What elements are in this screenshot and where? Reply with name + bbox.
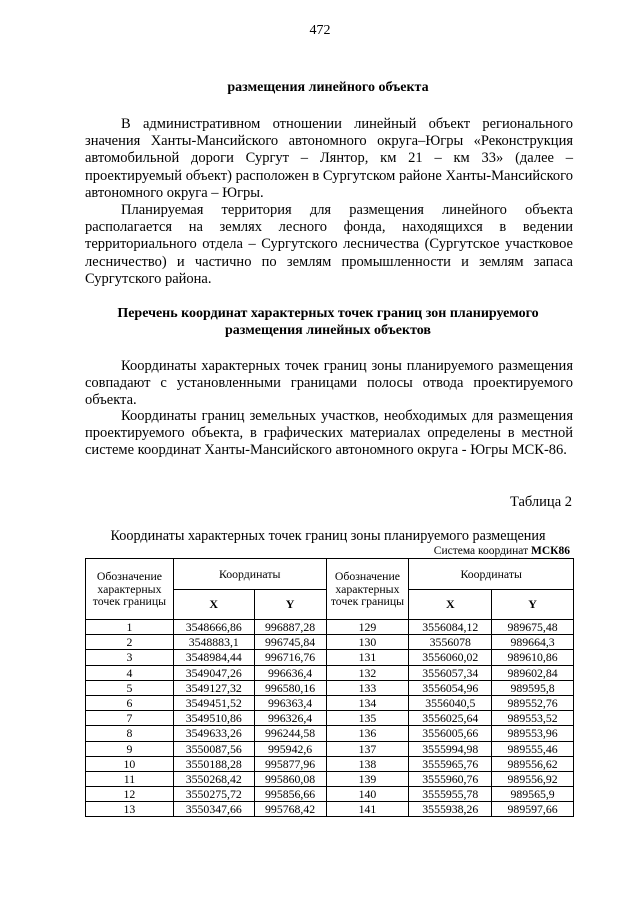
point-id-left: 7 xyxy=(86,711,174,726)
x-right: 3556054,96 xyxy=(409,680,492,695)
x-left: 3550188,28 xyxy=(173,756,254,771)
point-id-right: 139 xyxy=(326,771,409,786)
y-left: 996244,58 xyxy=(254,726,326,741)
y-left: 995860,08 xyxy=(254,771,326,786)
x-left: 3548984,44 xyxy=(173,650,254,665)
header-y-left: Y xyxy=(254,590,326,620)
x-right: 3556057,34 xyxy=(409,665,492,680)
point-id-right: 129 xyxy=(326,620,409,635)
table-row xyxy=(86,726,574,741)
y-right: 989602,84 xyxy=(492,665,574,680)
y-left: 996745,84 xyxy=(254,635,326,650)
coordinate-system-prefix: Система координат xyxy=(433,545,531,557)
x-right: 3556060,02 xyxy=(409,650,492,665)
point-id-left: 13 xyxy=(86,802,174,817)
paragraph-territory: Планируемая территория для размещения линейного объекта располагается на землях лесного фонда, находящихся в ведении территориального отдела – Сургутского лесничества (Сургутское участковое лесничество) и частично по землям промышленности и землям запаса Сургутского района. xyxy=(85,202,573,287)
point-id-left: 8 xyxy=(86,726,174,741)
x-left: 3549047,26 xyxy=(173,665,254,680)
y-right: 989553,52 xyxy=(492,711,574,726)
y-left: 996326,4 xyxy=(254,711,326,726)
header-coordinates-right: Координаты xyxy=(409,559,574,590)
x-left: 3549127,32 xyxy=(173,680,254,695)
y-right: 989595,8 xyxy=(492,680,574,695)
x-right: 3555955,78 xyxy=(409,787,492,802)
point-id-right: 131 xyxy=(326,650,409,665)
x-right: 3555960,76 xyxy=(409,771,492,786)
x-left: 3549510,86 xyxy=(173,711,254,726)
coordinates-list-heading: Перечень координат характерных точек границ зон планируемого размещения линейных объектов xyxy=(117,306,539,338)
table-row xyxy=(86,787,574,802)
y-right: 989553,96 xyxy=(492,726,574,741)
x-left: 3550087,56 xyxy=(173,741,254,756)
y-left: 995856,66 xyxy=(254,787,326,802)
table-row xyxy=(86,741,574,756)
coordinates-table xyxy=(85,558,574,817)
y-right: 989556,62 xyxy=(492,756,574,771)
x-right: 3555938,26 xyxy=(409,802,492,817)
y-left: 996716,76 xyxy=(254,650,326,665)
table-caption: Координаты характерных точек границ зоны планируемого размещения xyxy=(110,528,546,544)
point-id-right: 133 xyxy=(326,680,409,695)
point-id-left: 10 xyxy=(86,756,174,771)
y-right: 989565,9 xyxy=(492,787,574,802)
point-id-right: 137 xyxy=(326,741,409,756)
x-right: 3555994,98 xyxy=(409,741,492,756)
x-right: 3556025,64 xyxy=(409,711,492,726)
header-x-left: X xyxy=(173,590,254,620)
header-point-label-right: Обозначение характерных точек границы xyxy=(326,559,409,620)
y-left: 995768,42 xyxy=(254,802,326,817)
point-id-left: 3 xyxy=(86,650,174,665)
y-right: 989556,92 xyxy=(492,771,574,786)
point-id-right: 140 xyxy=(326,787,409,802)
x-left: 3550275,72 xyxy=(173,787,254,802)
y-left: 995942,6 xyxy=(254,741,326,756)
header-y-right: Y xyxy=(492,590,574,620)
point-id-left: 9 xyxy=(86,741,174,756)
y-right: 989664,3 xyxy=(492,635,574,650)
header-point-label-left: Обозначение характерных точек границы xyxy=(86,559,174,620)
y-right: 989552,76 xyxy=(492,695,574,710)
x-right: 3555965,76 xyxy=(409,756,492,771)
x-left: 3548666,86 xyxy=(173,620,254,635)
y-left: 996580,16 xyxy=(254,680,326,695)
paragraph-boundaries: Координаты характерных точек границ зоны планируемого размещения совпадают с установленными границами полосы отвода проектируемого объекта. xyxy=(85,358,573,409)
table-row xyxy=(86,756,574,771)
point-id-left: 5 xyxy=(86,680,174,695)
table-row xyxy=(86,665,574,680)
point-id-right: 134 xyxy=(326,695,409,710)
table-row xyxy=(86,771,574,786)
point-id-left: 6 xyxy=(86,695,174,710)
page-number: 472 xyxy=(309,23,331,38)
x-left: 3548883,1 xyxy=(173,635,254,650)
y-left: 996887,28 xyxy=(254,620,326,635)
table-row xyxy=(86,650,574,665)
x-right: 3556078 xyxy=(409,635,492,650)
header-coordinates-left: Координаты xyxy=(173,559,326,590)
y-right: 989555,46 xyxy=(492,741,574,756)
x-right: 3556040,5 xyxy=(409,695,492,710)
table-row xyxy=(86,680,574,695)
paragraph-admin-location: В административном отношении линейный объект регионального значения Ханты-Мансийского автономного округа–Югры «Реконструкция автомобильной дороги Сургут – Лянтор, км 21 – км 33» (далее – проектируемый объект) расположен в Сургутском районе Ханты-Мансийского автономного округа – Югры. xyxy=(85,116,573,201)
coordinate-system-name: МСК86 xyxy=(531,545,570,557)
x-right: 3556005,66 xyxy=(409,726,492,741)
point-id-left: 11 xyxy=(86,771,174,786)
y-right: 989675,48 xyxy=(492,620,574,635)
x-left: 3550347,66 xyxy=(173,802,254,817)
table-label: Таблица 2 xyxy=(509,494,572,510)
point-id-left: 2 xyxy=(86,635,174,650)
y-right: 989610,86 xyxy=(492,650,574,665)
section-heading: размещения линейного объекта xyxy=(227,80,429,95)
table-row xyxy=(86,620,574,635)
point-id-right: 138 xyxy=(326,756,409,771)
table-row xyxy=(86,802,574,817)
paragraph-land-plots: Координаты границ земельных участков, необходимых для размещения проектируемого объекта, в графических материалах определены в местной системе координат Ханты-Мансийского автономного округа - Югры МСК-86. xyxy=(85,408,573,459)
y-left: 995877,96 xyxy=(254,756,326,771)
y-left: 996363,4 xyxy=(254,695,326,710)
x-left: 3550268,42 xyxy=(173,771,254,786)
table-body xyxy=(86,620,574,817)
x-right: 3556084,12 xyxy=(409,620,492,635)
point-id-left: 4 xyxy=(86,665,174,680)
y-left: 996636,4 xyxy=(254,665,326,680)
point-id-left: 12 xyxy=(86,787,174,802)
point-id-right: 135 xyxy=(326,711,409,726)
table-row xyxy=(86,695,574,710)
x-left: 3549451,52 xyxy=(173,695,254,710)
y-right: 989597,66 xyxy=(492,802,574,817)
point-id-right: 136 xyxy=(326,726,409,741)
point-id-right: 130 xyxy=(326,635,409,650)
point-id-right: 141 xyxy=(326,802,409,817)
header-x-right: X xyxy=(409,590,492,620)
coordinate-system-note xyxy=(434,545,570,557)
point-id-left: 1 xyxy=(86,620,174,635)
table-row xyxy=(86,635,574,650)
point-id-right: 132 xyxy=(326,665,409,680)
x-left: 3549633,26 xyxy=(173,726,254,741)
table-row xyxy=(86,711,574,726)
